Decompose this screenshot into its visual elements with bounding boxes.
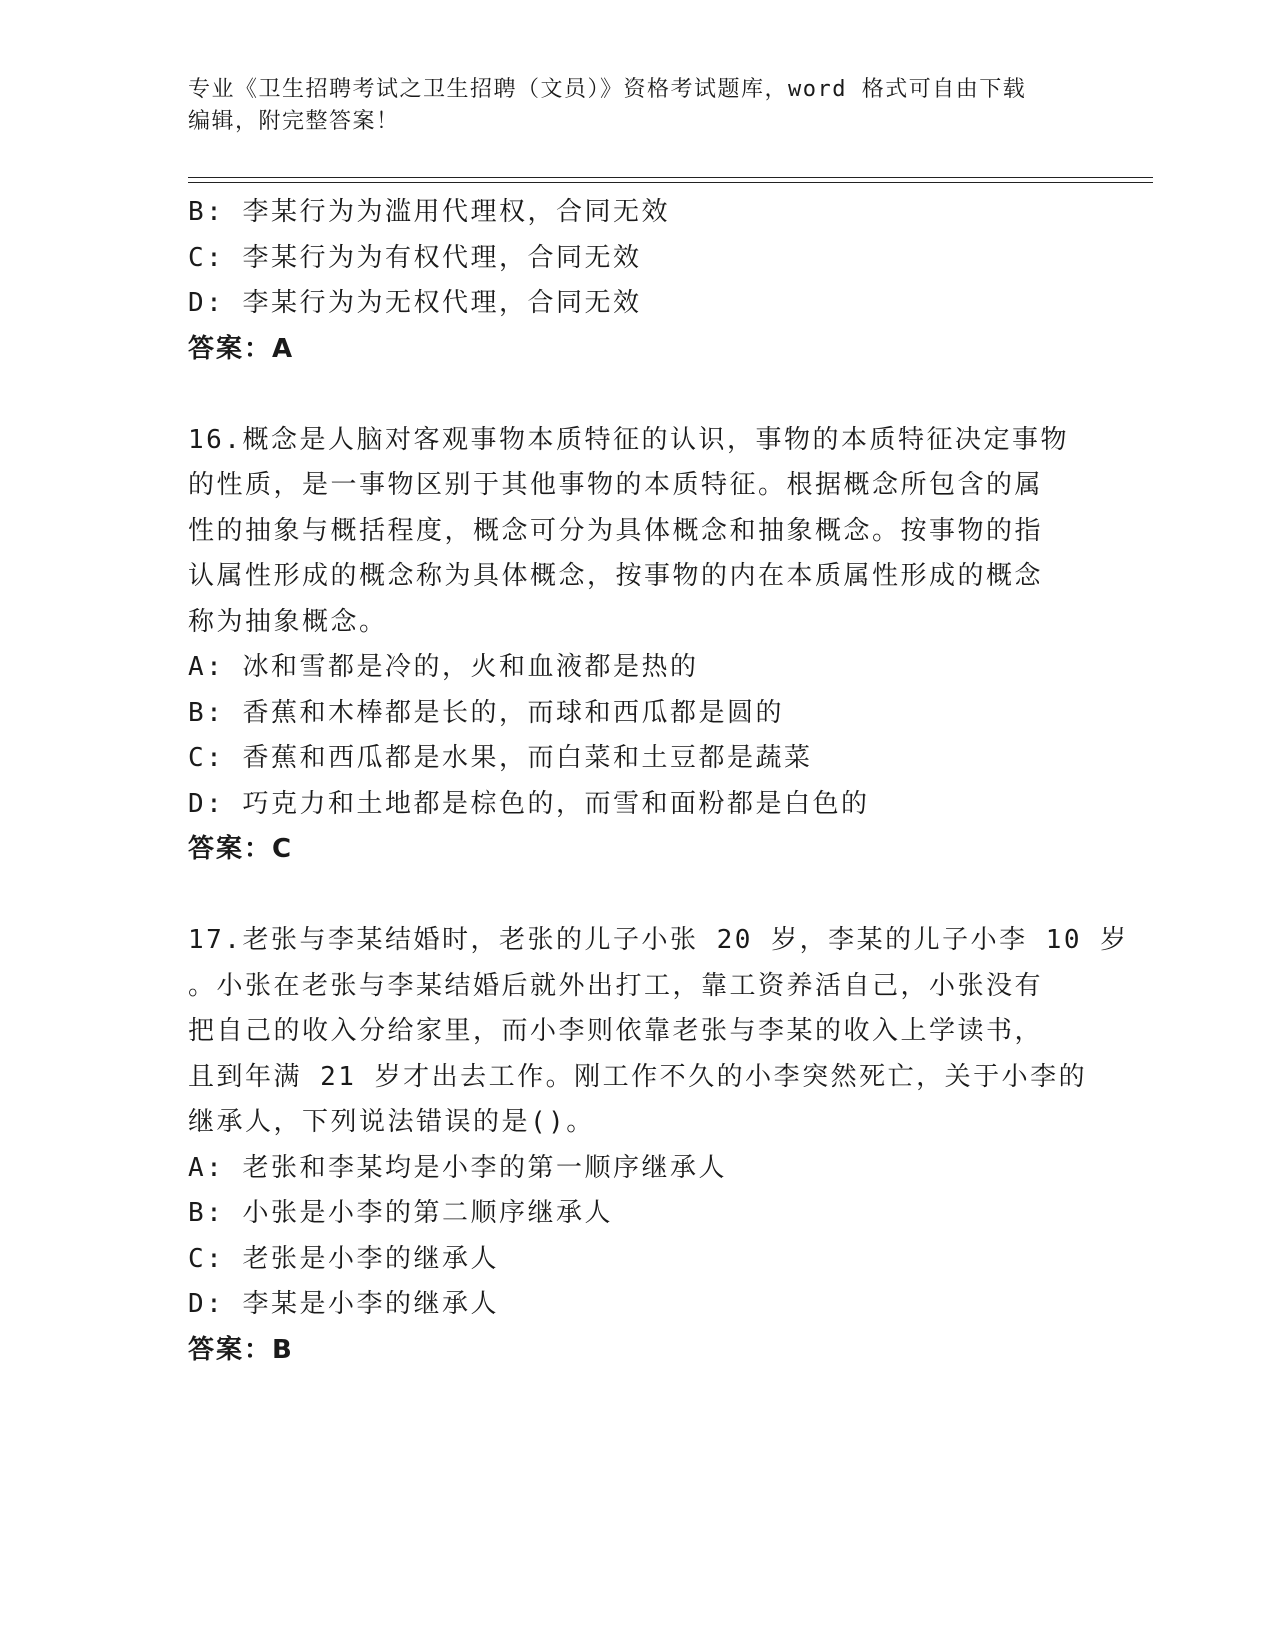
- document-body: [188, 190, 1129, 1373]
- question-stem-line: 认属性形成的概念称为具体概念，按事物的内在本质属性形成的概念: [188, 561, 1044, 591]
- option-c: C: 老张是小李的继承人: [188, 1243, 499, 1274]
- option-d: D: 李某行为为无权代理，合同无效: [188, 288, 642, 318]
- question-stem-line: 17.老张与李某结婚时，老张的儿子小张 20 岁，李某的儿子小李 10 岁: [188, 925, 1129, 955]
- question-16: [188, 418, 1088, 873]
- answer-label: 答案：: [188, 333, 273, 364]
- option-a: A: 老张和李某均是小李的第一顺序继承人: [188, 1152, 727, 1183]
- answer-label: 答案：: [188, 1334, 273, 1365]
- question-stem-line: 继承人，下列说法错误的是()。: [188, 1107, 595, 1137]
- option-c: C: 香蕉和西瓜都是水果，而白菜和土豆都是蔬菜: [188, 743, 813, 773]
- question-17: [188, 918, 1129, 1373]
- spacer: [188, 372, 1088, 418]
- answer-value: A: [272, 333, 294, 364]
- answer-value: C: [272, 834, 293, 864]
- header-line-1: 专业《卫生招聘考试之卫生招聘（文员）》资格考试题库，word 格式可自由下载: [188, 77, 1027, 102]
- answer-value: B: [272, 1334, 293, 1365]
- question-stem-line: 把自己的收入分给家里，而小李则依靠老张与李某的收入上学读书，: [188, 1016, 1044, 1046]
- option-b: B: 香蕉和木棒都是长的，而球和西瓜都是圆的: [188, 697, 784, 728]
- option-d: D: 李某是小李的继承人: [188, 1289, 499, 1319]
- question-stem-line: 性的抽象与概括程度，概念可分为具体概念和抽象概念。按事物的指: [188, 515, 1044, 546]
- spacer: [188, 873, 1088, 919]
- option-c: C: 李某行为为有权代理，合同无效: [188, 242, 642, 273]
- question-stem-line: 。小张在老张与李某结婚后就外出打工，靠工资养活自己，小张没有: [188, 970, 1044, 1001]
- answer-line: [188, 827, 1088, 873]
- answer-label: 答案：: [188, 834, 273, 864]
- header-line-2: 编辑，附完整答案！: [188, 109, 400, 134]
- document-header: [188, 74, 1068, 138]
- question-15-continued: [188, 190, 1088, 372]
- option-d: D: 巧克力和土地都是棕色的，而雪和面粉都是白色的: [188, 788, 870, 819]
- option-b: B: 李某行为为滥用代理权，合同无效: [188, 197, 670, 227]
- option-a: A: 冰和雪都是冷的，火和血液都是热的: [188, 652, 699, 682]
- question-stem-line: 且到年满 21 岁才出去工作。刚工作不久的小李突然死亡，关于小李的: [188, 1061, 1088, 1092]
- answer-line: [188, 1328, 1088, 1374]
- option-b: B: 小张是小李的第二顺序继承人: [188, 1198, 613, 1228]
- question-stem-line: 的性质，是一事物区别于其他事物的本质特征。根据概念所包含的属: [188, 470, 1044, 500]
- question-stem-line: 16.概念是人脑对客观事物本质特征的认识，事物的本质特征决定事物: [188, 424, 1069, 455]
- header-divider: [188, 177, 1153, 183]
- question-stem-line: 称为抽象概念。: [188, 606, 388, 637]
- answer-line: [188, 327, 1088, 373]
